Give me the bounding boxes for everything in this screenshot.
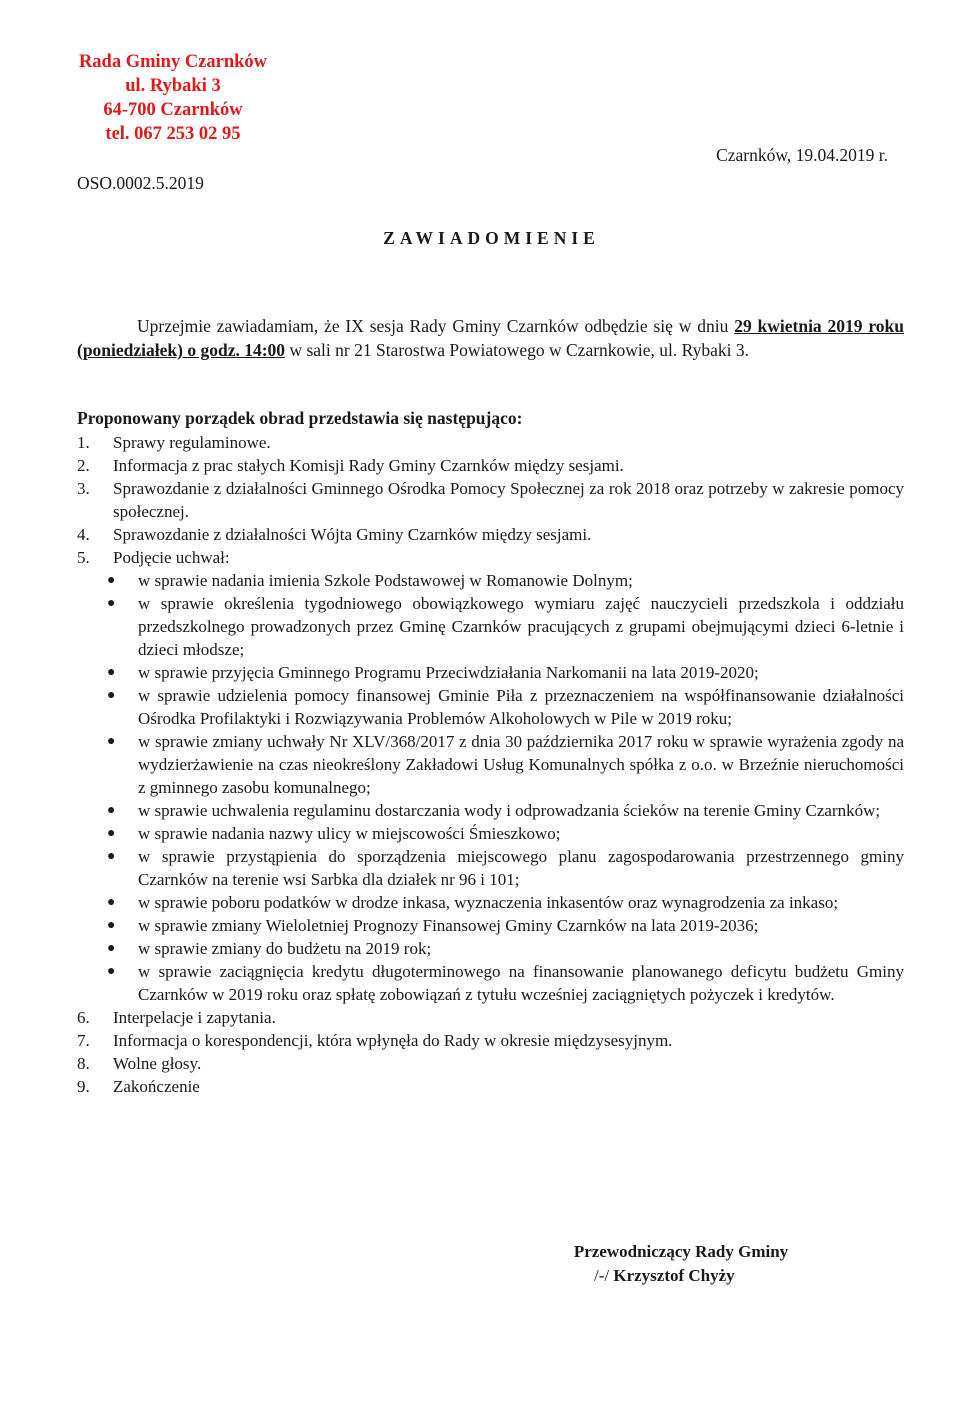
agenda-item-number: 5. bbox=[77, 548, 90, 567]
resolution-item bbox=[77, 661, 904, 684]
agenda-item-text: Sprawozdanie z działalności Gminnego Ośrodka Pomocy Społecznej za rok 2018 oraz potrzeby w zakresie pomocy społecznej. bbox=[113, 479, 904, 521]
agenda-item-number: 4. bbox=[77, 525, 90, 544]
agenda-heading: Proponowany porządek obrad przedstawia się następująco: bbox=[77, 408, 523, 428]
agenda-item bbox=[77, 431, 904, 454]
resolution-text: w sprawie udzielenia pomocy finansowej Gminie Piła z przeznaczeniem na współfinansowanie działalności Ośrodka Profilaktyki i Rozwiązywania Problemów Alkoholowych w Pile w 2019 roku; bbox=[138, 686, 904, 728]
agenda-item-text: Podjęcie uchwał: bbox=[113, 548, 230, 567]
letterhead-phone: tel. 067 253 02 95 bbox=[105, 124, 241, 144]
resolution-text: w sprawie zmiany do budżetu na 2019 rok; bbox=[138, 939, 432, 958]
signature-title: Przewodniczący Rady Gminy bbox=[573, 1242, 789, 1261]
resolution-item bbox=[77, 914, 904, 937]
resolution-text: w sprawie poboru podatków w drodze inkasa, wyznaczenia inkasentów oraz wynagrodzenia za inkaso; bbox=[138, 893, 839, 912]
signature-name: Krzysztof Chyży bbox=[613, 1266, 735, 1285]
agenda-list bbox=[77, 431, 904, 1098]
agenda-item bbox=[77, 454, 904, 477]
agenda-item-text: Interpelacje i zapytania. bbox=[113, 1008, 276, 1027]
reference-number: OSO.0002.5.2019 bbox=[77, 173, 204, 193]
bullet-icon: ● bbox=[107, 895, 116, 910]
agenda-item-number: 3. bbox=[77, 479, 90, 498]
resolution-item bbox=[77, 569, 904, 592]
letterhead bbox=[60, 50, 286, 146]
place-and-date: Czarnków, 19.04.2019 r. bbox=[716, 145, 888, 165]
signature-block bbox=[540, 1240, 822, 1288]
intro-paragraph bbox=[77, 314, 904, 362]
agenda-item bbox=[77, 546, 904, 1006]
resolution-item bbox=[77, 891, 904, 914]
resolution-text: w sprawie zmiany uchwały Nr XLV/368/2017 z dnia 30 października 2017 roku w sprawie wyrażenia zgody na wydzierżawienie na czas nieokreślony Zakładowi Usług Komunalnych spółka z o.o. w Brzeźnie nieruchomości z gminnego zasobu komunalnego; bbox=[138, 732, 904, 797]
agenda-item-number: 7. bbox=[77, 1031, 90, 1050]
bullet-icon: ● bbox=[107, 826, 116, 841]
resolution-text: w sprawie zaciągnięcia kredytu długoterminowego na finansowanie planowanego deficytu budżetu Gminy Czarnków w 2019 roku oraz spłatę zobowiązań z tytułu wcześniej zaciągniętych pożyczek i kredytów. bbox=[138, 962, 904, 1004]
bullet-icon: ● bbox=[107, 849, 116, 864]
resolution-text: w sprawie zmiany Wieloletniej Prognozy Finansowej Gminy Czarnków na lata 2019-2036; bbox=[138, 916, 759, 935]
bullet-icon: ● bbox=[107, 573, 116, 588]
agenda-item bbox=[77, 477, 904, 523]
signature-line bbox=[540, 1264, 822, 1288]
agenda-item-text: Sprawozdanie z działalności Wójta Gminy Czarnków między sesjami. bbox=[113, 525, 592, 544]
resolution-item bbox=[77, 730, 904, 799]
resolution-item bbox=[77, 799, 904, 822]
bullet-icon: ● bbox=[107, 688, 116, 703]
agenda-item bbox=[77, 1029, 904, 1052]
signature-prefix: /-/ bbox=[594, 1266, 610, 1285]
session-date-time: 29 kwietnia 2019 roku (poniedziałek) o godz. 14:00 bbox=[77, 316, 905, 360]
document-title: ZAWIADOMIENIE bbox=[383, 228, 600, 248]
letterhead-postal-city: 64-700 Czarnków bbox=[103, 100, 243, 120]
resolution-item bbox=[77, 937, 904, 960]
resolution-text: w sprawie nadania imienia Szkole Podstawowej w Romanowie Dolnym; bbox=[138, 571, 633, 590]
agenda-item bbox=[77, 1006, 904, 1029]
resolution-text: w sprawie przyjęcia Gminnego Programu Przeciwdziałania Narkomanii na lata 2019-2020; bbox=[138, 663, 759, 682]
resolution-item bbox=[77, 822, 904, 845]
bullet-icon: ● bbox=[107, 596, 116, 611]
agenda-item-text: Wolne głosy. bbox=[113, 1054, 202, 1073]
agenda-item-number: 9. bbox=[77, 1077, 90, 1096]
bullet-icon: ● bbox=[107, 941, 116, 956]
bullet-icon: ● bbox=[107, 918, 116, 933]
resolution-list bbox=[77, 569, 904, 1006]
bullet-icon: ● bbox=[107, 964, 116, 979]
resolution-text: w sprawie określenia tygodniowego obowiązkowego wymiaru zajęć nauczycieli przedszkola i oddziału przedszkolnego prowadzonych przez Gminę Czarnków pracujących z grupami obejmującymi dzieci 6-letnie i dzieci młodsze; bbox=[138, 594, 904, 659]
agenda-item bbox=[77, 523, 904, 546]
bullet-icon: ● bbox=[107, 665, 116, 680]
intro-text-part2: w sali nr 21 Starostwa Powiatowego w Czarnkowie, ul. Rybaki 3. bbox=[285, 340, 750, 360]
agenda-item-text: Sprawy regulaminowe. bbox=[113, 433, 271, 452]
agenda-item-text: Informacja o korespondencji, która wpłynęła do Rady w okresie międzysesyjnym. bbox=[113, 1031, 673, 1050]
agenda-item-number: 6. bbox=[77, 1008, 90, 1027]
bullet-icon: ● bbox=[107, 734, 116, 749]
resolution-text: w sprawie przystąpienia do sporządzenia miejscowego planu zagospodarowania przestrzennego gminy Czarnków na terenie wsi Sarbka dla działek nr 96 i 101; bbox=[138, 847, 904, 889]
agenda-item bbox=[77, 1052, 904, 1075]
resolution-item bbox=[77, 684, 904, 730]
resolution-item bbox=[77, 592, 904, 661]
resolution-item bbox=[77, 845, 904, 891]
letterhead-street: ul. Rybaki 3 bbox=[125, 76, 221, 96]
agenda-item-number: 1. bbox=[77, 433, 90, 452]
agenda-item-number: 2. bbox=[77, 456, 90, 475]
intro-text-part1: Uprzejmie zawiadamiam, że IX sesja Rady Gminy Czarnków odbędzie się w dniu bbox=[137, 316, 735, 336]
resolution-item bbox=[77, 960, 904, 1006]
resolution-text: w sprawie uchwalenia regulaminu dostarczania wody i odprowadzania ścieków na terenie Gminy Czarnków; bbox=[138, 801, 881, 820]
agenda-item-text: Zakończenie bbox=[113, 1077, 200, 1096]
resolution-text: w sprawie nadania nazwy ulicy w miejscowości Śmieszkowo; bbox=[138, 824, 561, 843]
bullet-icon: ● bbox=[107, 803, 116, 818]
agenda-item-text: Informacja z prac stałych Komisji Rady Gminy Czarnków między sesjami. bbox=[113, 456, 624, 475]
agenda-item bbox=[77, 1075, 904, 1098]
agenda-item-number: 8. bbox=[77, 1054, 90, 1073]
letterhead-org-name: Rada Gminy Czarnków bbox=[78, 52, 268, 72]
